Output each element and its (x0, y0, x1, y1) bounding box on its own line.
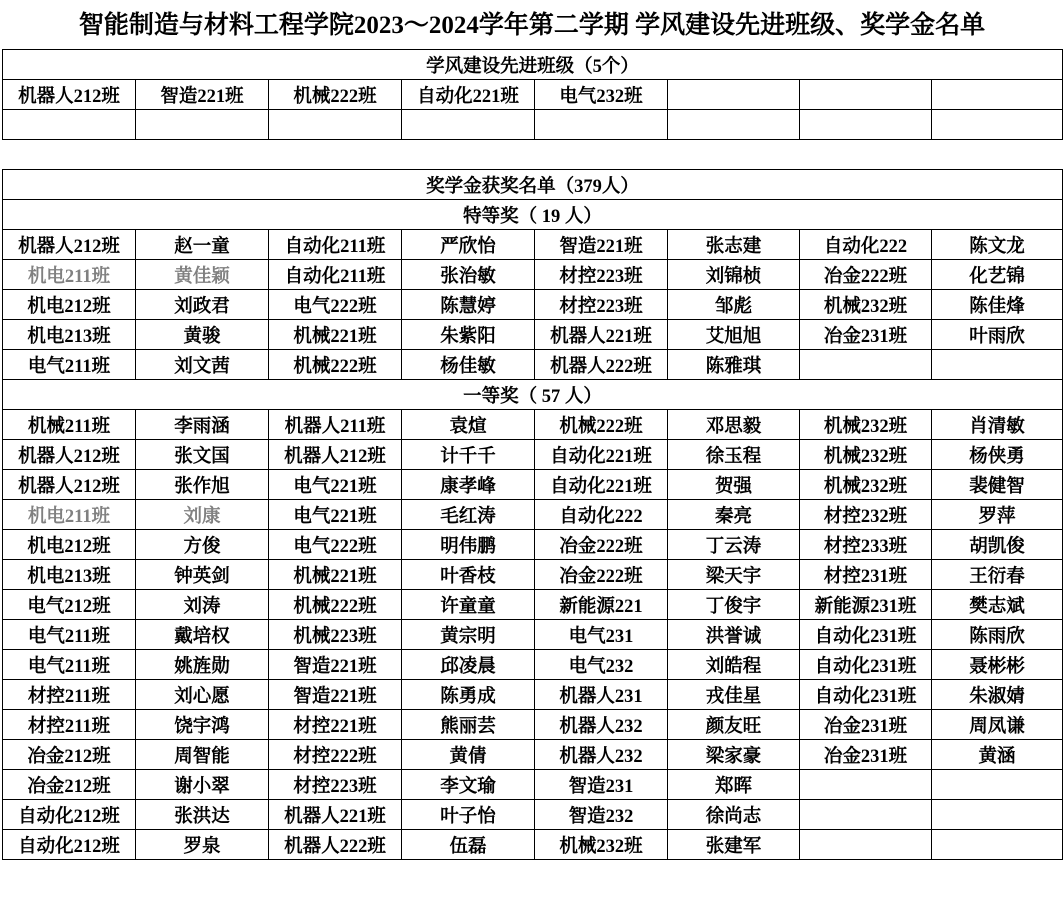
cell: 自动化222 (535, 500, 668, 530)
cell: 邱凌晨 (402, 650, 535, 680)
cell: 机械223班 (269, 620, 402, 650)
cell: 明伟鹏 (402, 530, 535, 560)
cell: 机电211班 (3, 260, 136, 290)
cell: 冶金222班 (535, 530, 668, 560)
cell: 机器人222班 (269, 830, 402, 860)
cell: 机器人212班 (3, 470, 136, 500)
cell: 周智能 (136, 740, 269, 770)
table-row (3, 80, 1063, 110)
cell: 严欣怡 (402, 230, 535, 260)
cell: 刘心愿 (136, 680, 269, 710)
cell: 机械221班 (269, 560, 402, 590)
cell (402, 110, 535, 140)
cell: 徐玉程 (668, 440, 800, 470)
cell: 机器人212班 (3, 230, 136, 260)
cell: 电气221班 (269, 500, 402, 530)
cell: 李文瑜 (402, 770, 535, 800)
cell: 戎佳星 (668, 680, 800, 710)
cell (136, 110, 269, 140)
cell: 张文国 (136, 440, 269, 470)
cell: 智造221班 (535, 230, 668, 260)
cell: 材控221班 (269, 710, 402, 740)
cell (800, 830, 932, 860)
cell: 贺强 (668, 470, 800, 500)
cell (932, 350, 1063, 380)
cell (800, 350, 932, 380)
cell: 康孝峰 (402, 470, 535, 500)
table-row (3, 560, 1063, 590)
cell: 杨佳敏 (402, 350, 535, 380)
special-prize-header: 特等奖（ 19 人） (3, 200, 1063, 230)
cell: 谢小翠 (136, 770, 269, 800)
cell: 机器人212班 (3, 80, 136, 110)
cell: 钟英剑 (136, 560, 269, 590)
cell: 方俊 (136, 530, 269, 560)
cell: 自动化231班 (800, 620, 932, 650)
cell: 机械232班 (800, 410, 932, 440)
cell: 张作旭 (136, 470, 269, 500)
cell: 自动化221班 (535, 440, 668, 470)
cell: 材控231班 (800, 560, 932, 590)
cell: 陈雨欣 (932, 620, 1063, 650)
table-row (3, 770, 1063, 800)
cell: 冶金231班 (800, 320, 932, 350)
cell: 聂彬彬 (932, 650, 1063, 680)
cell: 机器人212班 (3, 440, 136, 470)
cell: 梁家豪 (668, 740, 800, 770)
cell: 新能源231班 (800, 590, 932, 620)
cell: 机械232班 (535, 830, 668, 860)
cell: 机器人222班 (535, 350, 668, 380)
cell: 冶金231班 (800, 740, 932, 770)
cell: 冶金231班 (800, 710, 932, 740)
cell: 黄倩 (402, 740, 535, 770)
cell: 材控223班 (535, 260, 668, 290)
cell: 熊丽芸 (402, 710, 535, 740)
cell: 颜友旺 (668, 710, 800, 740)
cell (668, 80, 800, 110)
cell: 赵一童 (136, 230, 269, 260)
cell: 张志建 (668, 230, 800, 260)
table-row (3, 830, 1063, 860)
cell: 刘文茜 (136, 350, 269, 380)
cell: 邹彪 (668, 290, 800, 320)
cell: 陈佳烽 (932, 290, 1063, 320)
cell: 叶雨欣 (932, 320, 1063, 350)
scholarship-table (2, 169, 1063, 860)
cell: 刘政君 (136, 290, 269, 320)
table-row (3, 500, 1063, 530)
cell: 电气211班 (3, 620, 136, 650)
cell: 朱紫阳 (402, 320, 535, 350)
cell: 李雨涵 (136, 410, 269, 440)
cell: 电气211班 (3, 650, 136, 680)
table-row (3, 740, 1063, 770)
cell: 电气221班 (269, 470, 402, 500)
cell: 罗萍 (932, 500, 1063, 530)
cell: 电气222班 (269, 530, 402, 560)
cell: 梁天宇 (668, 560, 800, 590)
cell: 毛红涛 (402, 500, 535, 530)
cell: 机器人232 (535, 710, 668, 740)
cell: 电气231 (535, 620, 668, 650)
cell: 刘康 (136, 500, 269, 530)
prize-header-row (3, 380, 1063, 410)
cell: 电气232班 (535, 80, 668, 110)
first-prize-header: 一等奖（ 57 人） (3, 380, 1063, 410)
cell: 洪誉诚 (668, 620, 800, 650)
cell: 秦亮 (668, 500, 800, 530)
cell: 电气222班 (269, 290, 402, 320)
cell: 智造231 (535, 770, 668, 800)
cell: 自动化222 (800, 230, 932, 260)
spacer (3, 140, 1063, 170)
cell: 新能源221 (535, 590, 668, 620)
table-row (3, 320, 1063, 350)
cell: 丁俊宇 (668, 590, 800, 620)
table-row (3, 410, 1063, 440)
table-row (3, 800, 1063, 830)
table-row (3, 710, 1063, 740)
cell: 材控233班 (800, 530, 932, 560)
table-row (3, 230, 1063, 260)
cell: 冶金212班 (3, 740, 136, 770)
cell: 伍磊 (402, 830, 535, 860)
cell: 自动化211班 (269, 230, 402, 260)
cell: 罗泉 (136, 830, 269, 860)
table-row (3, 590, 1063, 620)
table-row (3, 350, 1063, 380)
cell: 自动化221班 (402, 80, 535, 110)
cell: 邓思毅 (668, 410, 800, 440)
table-row (3, 530, 1063, 560)
cell (932, 110, 1063, 140)
cell: 杨侠勇 (932, 440, 1063, 470)
cell: 自动化212班 (3, 800, 136, 830)
cell: 周凤谦 (932, 710, 1063, 740)
cell: 樊志斌 (932, 590, 1063, 620)
spacer-row (3, 140, 1063, 170)
cell: 刘涛 (136, 590, 269, 620)
section-header-row (3, 170, 1063, 200)
cell (668, 110, 800, 140)
cell: 机电211班 (3, 500, 136, 530)
cell: 肖清敏 (932, 410, 1063, 440)
cell: 朱淑婧 (932, 680, 1063, 710)
cell: 张治敏 (402, 260, 535, 290)
cell: 机械222班 (269, 350, 402, 380)
cell: 徐尚志 (668, 800, 800, 830)
cell: 自动化211班 (269, 260, 402, 290)
cell: 黄宗明 (402, 620, 535, 650)
cell: 机器人221班 (535, 320, 668, 350)
cell: 机械222班 (269, 590, 402, 620)
cell: 机械232班 (800, 440, 932, 470)
cell: 黄涵 (932, 740, 1063, 770)
cell: 材控223班 (535, 290, 668, 320)
cell: 冶金222班 (800, 260, 932, 290)
cell (269, 110, 402, 140)
table-row (3, 440, 1063, 470)
cell: 自动化212班 (3, 830, 136, 860)
cell (3, 110, 136, 140)
cell (800, 800, 932, 830)
cell: 材控211班 (3, 710, 136, 740)
cell: 机电212班 (3, 290, 136, 320)
cell: 刘皓程 (668, 650, 800, 680)
cell: 陈文龙 (932, 230, 1063, 260)
cell: 智造221班 (269, 680, 402, 710)
cell: 艾旭旭 (668, 320, 800, 350)
cell: 黄佳颖 (136, 260, 269, 290)
cell: 郑晖 (668, 770, 800, 800)
cell: 机械232班 (800, 290, 932, 320)
cell: 机械211班 (3, 410, 136, 440)
cell: 自动化231班 (800, 650, 932, 680)
cell (800, 770, 932, 800)
cell: 计千千 (402, 440, 535, 470)
cell: 电气232 (535, 650, 668, 680)
table-row (3, 680, 1063, 710)
advanced-classes-header: 学风建设先进班级（5个） (3, 50, 1063, 80)
cell: 电气212班 (3, 590, 136, 620)
cell: 叶香枝 (402, 560, 535, 590)
cell (535, 110, 668, 140)
cell: 叶子怡 (402, 800, 535, 830)
cell: 丁云涛 (668, 530, 800, 560)
cell: 机电213班 (3, 320, 136, 350)
cell (800, 110, 932, 140)
cell: 王衍春 (932, 560, 1063, 590)
cell: 化艺锦 (932, 260, 1063, 290)
cell: 自动化221班 (535, 470, 668, 500)
cell: 智造221班 (269, 650, 402, 680)
cell: 陈雅琪 (668, 350, 800, 380)
cell: 机器人231 (535, 680, 668, 710)
cell: 机电213班 (3, 560, 136, 590)
cell (932, 770, 1063, 800)
prize-header-row (3, 200, 1063, 230)
cell: 材控232班 (800, 500, 932, 530)
cell: 机电212班 (3, 530, 136, 560)
cell: 张建军 (668, 830, 800, 860)
cell: 机器人211班 (269, 410, 402, 440)
cell: 材控223班 (269, 770, 402, 800)
table-row (3, 470, 1063, 500)
cell: 智造232 (535, 800, 668, 830)
cell: 姚旌勋 (136, 650, 269, 680)
cell (800, 80, 932, 110)
table-row (3, 260, 1063, 290)
cell: 冶金222班 (535, 560, 668, 590)
table-row (3, 650, 1063, 680)
cell: 材控222班 (269, 740, 402, 770)
cell: 裴健智 (932, 470, 1063, 500)
cell (932, 800, 1063, 830)
table-row (3, 110, 1063, 140)
cell: 戴培权 (136, 620, 269, 650)
cell: 机械221班 (269, 320, 402, 350)
cell: 刘锦桢 (668, 260, 800, 290)
cell: 机器人221班 (269, 800, 402, 830)
cell: 智造221班 (136, 80, 269, 110)
section-header-row (3, 50, 1063, 80)
cell: 黄骏 (136, 320, 269, 350)
cell: 胡凯俊 (932, 530, 1063, 560)
cell (932, 830, 1063, 860)
cell: 电气211班 (3, 350, 136, 380)
cell: 袁煊 (402, 410, 535, 440)
cell: 材控211班 (3, 680, 136, 710)
cell: 许童童 (402, 590, 535, 620)
cell: 机器人212班 (269, 440, 402, 470)
table-row (3, 290, 1063, 320)
advanced-classes-table (2, 49, 1063, 169)
cell: 机器人232 (535, 740, 668, 770)
cell: 机械222班 (535, 410, 668, 440)
cell: 冶金212班 (3, 770, 136, 800)
table-row (3, 620, 1063, 650)
cell (932, 80, 1063, 110)
cell: 张洪达 (136, 800, 269, 830)
cell: 陈慧婷 (402, 290, 535, 320)
page-title: 智能制造与材料工程学院2023～2024学年第二学期 学风建设先进班级、奖学金名单 (78, 12, 986, 39)
cell: 陈勇成 (402, 680, 535, 710)
cell: 饶宇鸿 (136, 710, 269, 740)
scholarship-header: 奖学金获奖名单（379人） (3, 170, 1063, 200)
cell: 机械222班 (269, 80, 402, 110)
cell: 自动化231班 (800, 680, 932, 710)
cell: 机械232班 (800, 470, 932, 500)
